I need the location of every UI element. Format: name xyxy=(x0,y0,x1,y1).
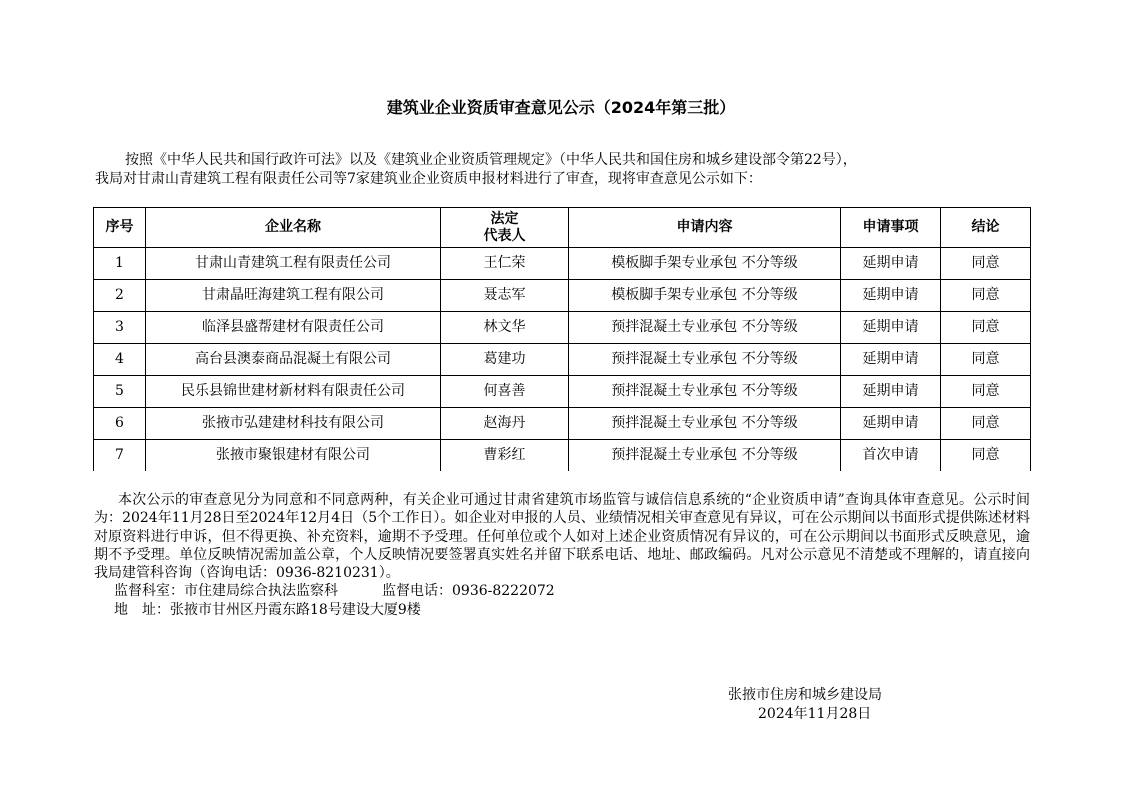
header-content: 申请内容 xyxy=(569,208,841,248)
cell-item: 延期申请 xyxy=(841,344,941,376)
document-title: 建筑业企业资质审查意见公示（2024年第三批） xyxy=(386,98,736,117)
cell-conclusion: 同意 xyxy=(941,344,1031,376)
cell-item: 首次申请 xyxy=(841,440,941,472)
table-row xyxy=(94,312,1031,344)
cell-rep: 何喜善 xyxy=(441,376,569,408)
header-item: 申请事项 xyxy=(841,208,941,248)
cell-no: 1 xyxy=(94,248,146,280)
cell-rep: 聂志军 xyxy=(441,280,569,312)
supervision-phone: 监督电话：0936-8222072 xyxy=(382,583,555,600)
cell-item: 延期申请 xyxy=(841,376,941,408)
review-table xyxy=(93,207,1031,471)
header-rep-line-2: 代表人 xyxy=(483,227,526,244)
cell-company: 甘肃晶旺海建筑工程有限公司 xyxy=(146,280,441,312)
header-company: 企业名称 xyxy=(146,208,441,248)
cell-no: 5 xyxy=(94,376,146,408)
cell-item: 延期申请 xyxy=(841,312,941,344)
notice-section xyxy=(94,491,1030,619)
cell-no: 7 xyxy=(94,440,146,472)
table-row xyxy=(94,440,1031,472)
supervision-line xyxy=(94,582,1030,600)
cell-item: 延期申请 xyxy=(841,280,941,312)
notice-paragraph: 本次公示的审查意见分为同意和不同意两种，有关企业可通过甘肃省建筑市场监管与诚信信息系统的“企业资质申请”查询具体审查意见。公示时间为：2024年11月28日至2024年12月4日（5个工作日）。如企业对申报的人员、业绩情况相关审查意见有异议，可在公示期间以书面形式提供陈述材料对原资料进行申诉，但不得更换、补充资料，逾期不予受理。任何单位或个人如对上述企业资质情况有异议的，可在公示期间以书面形式反映意见，逾期不予受理。单位反映情况需加盖公章，个人反映情况要签署真实姓名并留下联系电话、地址、邮政编码。凡对公示意见不清楚或不理解的，请直接向我局建管科咨询（咨询电话：0936-8210231）。 xyxy=(94,492,1030,582)
cell-conclusion: 同意 xyxy=(941,376,1031,408)
table-row xyxy=(94,248,1031,280)
intro-text xyxy=(95,151,1030,189)
cell-conclusion: 同意 xyxy=(941,312,1031,344)
cell-content: 预拌混凝土专业承包 不分等级 xyxy=(569,440,841,472)
cell-conclusion: 同意 xyxy=(941,408,1031,440)
cell-content: 预拌混凝土专业承包 不分等级 xyxy=(569,312,841,344)
table-row xyxy=(94,280,1031,312)
header-rep xyxy=(441,208,569,248)
cell-company: 张掖市聚银建材有限公司 xyxy=(146,440,441,472)
signature-block xyxy=(728,686,882,724)
header-no: 序号 xyxy=(94,208,146,248)
address-line: 地 址：张掖市甘州区丹霞东路18号建设大厦9楼 xyxy=(114,601,421,618)
issuing-organization: 张掖市住房和城乡建设局 xyxy=(728,687,882,703)
intro-line-1: 按照《中华人民共和国行政许可法》以及《建筑业企业资质管理规定》（中华人民共和国住房和城乡建设部令第22号）， xyxy=(125,152,857,168)
cell-company: 甘肃山青建筑工程有限责任公司 xyxy=(146,248,441,280)
table-header-row xyxy=(94,208,1031,248)
cell-content: 模板脚手架专业承包 不分等级 xyxy=(569,280,841,312)
table-row xyxy=(94,376,1031,408)
cell-company: 民乐县锦世建材新材料有限责任公司 xyxy=(146,376,441,408)
cell-content: 预拌混凝土专业承包 不分等级 xyxy=(569,344,841,376)
cell-no: 2 xyxy=(94,280,146,312)
cell-no: 6 xyxy=(94,408,146,440)
cell-conclusion: 同意 xyxy=(941,280,1031,312)
table-row xyxy=(94,344,1031,376)
cell-conclusion: 同意 xyxy=(941,440,1031,472)
cell-no: 4 xyxy=(94,344,146,376)
cell-rep: 王仁荣 xyxy=(441,248,569,280)
cell-rep: 林文华 xyxy=(441,312,569,344)
cell-company: 高台县澳泰商品混凝土有限公司 xyxy=(146,344,441,376)
cell-conclusion: 同意 xyxy=(941,248,1031,280)
issue-date: 2024年11月28日 xyxy=(758,706,872,722)
table-row xyxy=(94,408,1031,440)
cell-content: 预拌混凝土专业承包 不分等级 xyxy=(569,408,841,440)
cell-no: 3 xyxy=(94,312,146,344)
cell-company: 张掖市弘建建材科技有限公司 xyxy=(146,408,441,440)
cell-rep: 葛建功 xyxy=(441,344,569,376)
cell-content: 模板脚手架专业承包 不分等级 xyxy=(569,248,841,280)
cell-rep: 曹彩红 xyxy=(441,440,569,472)
cell-item: 延期申请 xyxy=(841,248,941,280)
header-conclusion: 结论 xyxy=(941,208,1031,248)
cell-content: 预拌混凝土专业承包 不分等级 xyxy=(569,376,841,408)
intro-line-2: 我局对甘肃山青建筑工程有限责任公司等7家建筑业企业资质申报材料进行了审查，现将审查意见公示如下： xyxy=(95,171,762,187)
supervision-office: 监督科室：市住建局综合执法监察科 xyxy=(114,583,338,600)
cell-item: 延期申请 xyxy=(841,408,941,440)
header-rep-line-1: 法定 xyxy=(490,210,519,227)
cell-rep: 赵海丹 xyxy=(441,408,569,440)
cell-company: 临泽县盛帮建材有限责任公司 xyxy=(146,312,441,344)
